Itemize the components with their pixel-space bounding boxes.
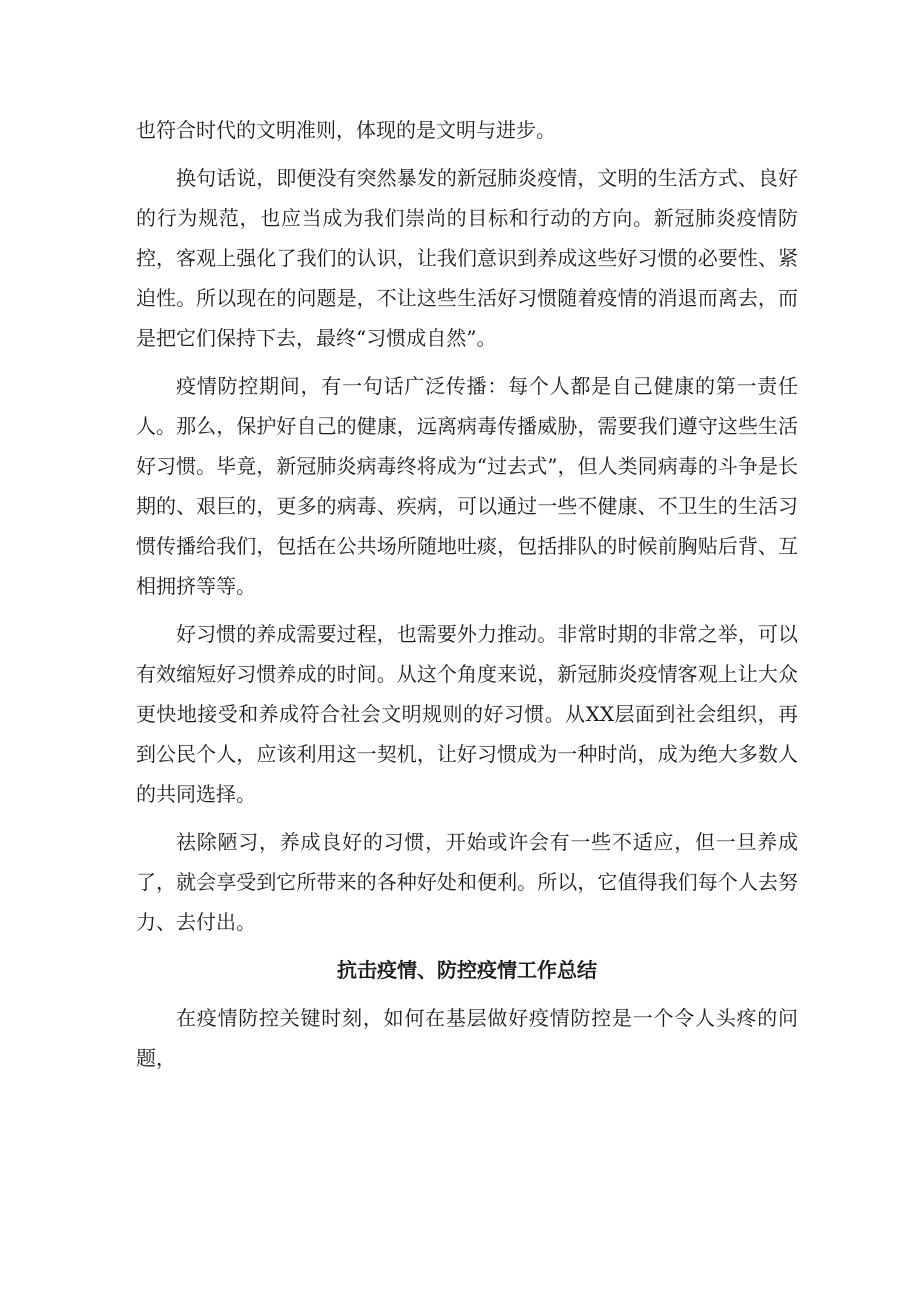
section-title: 抗击疫情、防控疫情工作总结 bbox=[337, 958, 597, 982]
paragraph-closing: 在疫情防控关键时刻，如何在基层做好疫情防控是一个令人头疼的问题， bbox=[136, 1006, 798, 1070]
document-page bbox=[136, 110, 798, 1086]
paragraph-habits: 换句话说，即便没有突然暴发的新冠肺炎疫情，文明的生活方式、良好的行为规范，也应当成为我们崇尚的目标和行动的方向。新冠肺炎疫情防控，客观上强化了我们的认识，让我们意识到养成这些好习惯的必要性、紧迫性。所以现在的问题是，不让这些生活好习惯随着疫情的消退而离去，而是把它们保持下去，最终“习惯成自然”。 bbox=[136, 166, 798, 350]
paragraph-habit-formation: 好习惯的养成需要过程，也需要外力推动。非常时期的非常之举，可以有效缩短好习惯养成的时间。从这个角度来说，新冠肺炎疫情客观上让大众更快地接受和养成符合社会文明规则的好习惯。从XX层面到社会组织，再到公民个人，应该利用这一契机，让好习惯成为一种时尚，成为绝大多数人的共同选择。 bbox=[136, 622, 798, 806]
paragraph-health-responsibility: 疫情防控期间，有一句话广泛传播：每个人都是自己健康的第一责任人。那么，保护好自己的健康，远离病毒传播威胁，需要我们遵守这些生活好习惯。毕竟，新冠肺炎病毒终将成为“过去式”，但人类同病毒的斗争是长期的、艰巨的，更多的病毒、疾病，可以通过一些不健康、不卫生的生活习惯传播给我们，包括在公共场所随地吐痰，包括排队的时候前胸贴后背、互相拥挤等等。 bbox=[136, 374, 798, 598]
paragraph-continuation: 也符合时代的文明准则，体现的是文明与进步。 bbox=[136, 118, 556, 142]
paragraph-remove-bad-habits: 祛除陋习，养成良好的习惯，开始或许会有一些不适应，但一旦养成了，就会享受到它所带来的各种好处和便利。所以，它值得我们每个人去努力、去付出。 bbox=[136, 830, 798, 934]
